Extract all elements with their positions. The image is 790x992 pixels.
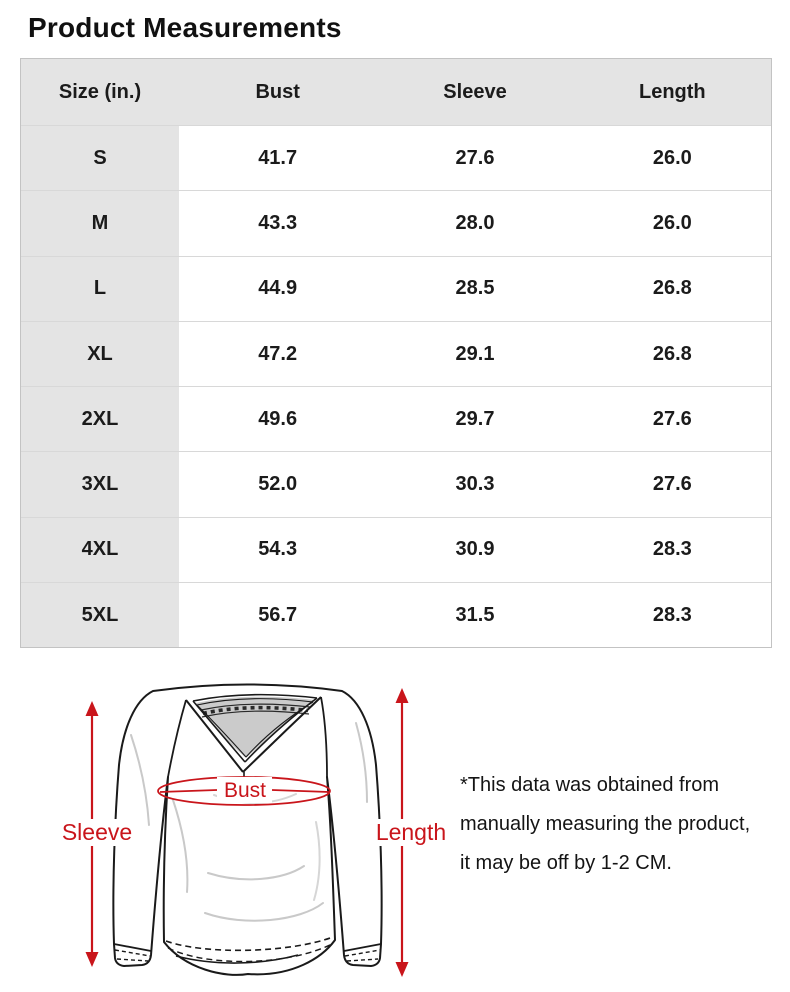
arrow-up-icon (396, 688, 409, 703)
sleeve-cell: 29.1 (455, 342, 495, 365)
shirt-illustration (113, 685, 381, 975)
sleeve-cell: 30.9 (455, 538, 495, 561)
table-row (21, 386, 771, 451)
bust-cell: 52.0 (258, 473, 298, 496)
length-cell: 26.8 (652, 342, 692, 365)
sleeve-cell: 29.7 (455, 407, 495, 430)
measurements-table (20, 58, 772, 648)
table-row (21, 582, 771, 647)
bust-ellipse (158, 777, 330, 805)
length-cell: 26.0 (652, 146, 692, 169)
header-length: Length (574, 59, 771, 125)
length-cell: 28.3 (652, 538, 692, 561)
size-cell: 4XL (21, 518, 179, 582)
sleeve-cell: 28.5 (455, 277, 495, 300)
table-row (21, 321, 771, 386)
arrow-down-icon (396, 962, 409, 977)
bust-cell: 41.7 (258, 146, 298, 169)
length-cell: 27.6 (652, 407, 692, 430)
length-cell: 28.3 (652, 603, 692, 626)
arrow-down-icon (86, 952, 99, 967)
bust-cell: 43.3 (258, 211, 298, 234)
header-size: Size (in.) (21, 59, 179, 125)
sleeve-label: Sleeve (61, 819, 133, 845)
arrow-up-icon (86, 701, 99, 716)
table-row (21, 451, 771, 516)
note-line: it may be off by 1-2 CM. (460, 852, 672, 874)
sleeve-cell: 28.0 (455, 211, 495, 234)
table-row (21, 125, 771, 190)
size-cell: 2XL (21, 387, 179, 451)
page-title: Product Measurements (28, 12, 342, 43)
measurement-disclaimer (460, 766, 770, 883)
table-header-row (21, 59, 771, 125)
sleeve-cell: 30.3 (455, 473, 495, 496)
bust-cell: 47.2 (258, 342, 298, 365)
size-cell: 3XL (21, 452, 179, 516)
length-cell: 27.6 (652, 473, 692, 496)
table-row (21, 190, 771, 255)
length-label: Length (375, 819, 447, 845)
header-sleeve: Sleeve (376, 59, 573, 125)
length-cell: 26.0 (652, 211, 692, 234)
bust-cell: 56.7 (258, 603, 298, 626)
table-row (21, 256, 771, 321)
bust-cell: 54.3 (258, 538, 298, 561)
size-cell: S (21, 126, 179, 190)
header-bust: Bust (179, 59, 376, 125)
bust-cell: 44.9 (258, 277, 298, 300)
bust-label: Bust (223, 779, 267, 802)
bust-cell: 49.6 (258, 407, 298, 430)
shirt-measurement-diagram (0, 648, 460, 992)
size-cell: L (21, 257, 179, 321)
sleeve-cell: 27.6 (455, 146, 495, 169)
length-cell: 26.8 (652, 277, 692, 300)
sleeve-cell: 31.5 (455, 603, 495, 626)
note-line: manually measuring the product, (460, 813, 751, 835)
note-line: *This data was obtained from (460, 774, 720, 796)
size-cell: M (21, 191, 179, 255)
size-cell: XL (21, 322, 179, 386)
size-cell: 5XL (21, 583, 179, 647)
table-row (21, 517, 771, 582)
